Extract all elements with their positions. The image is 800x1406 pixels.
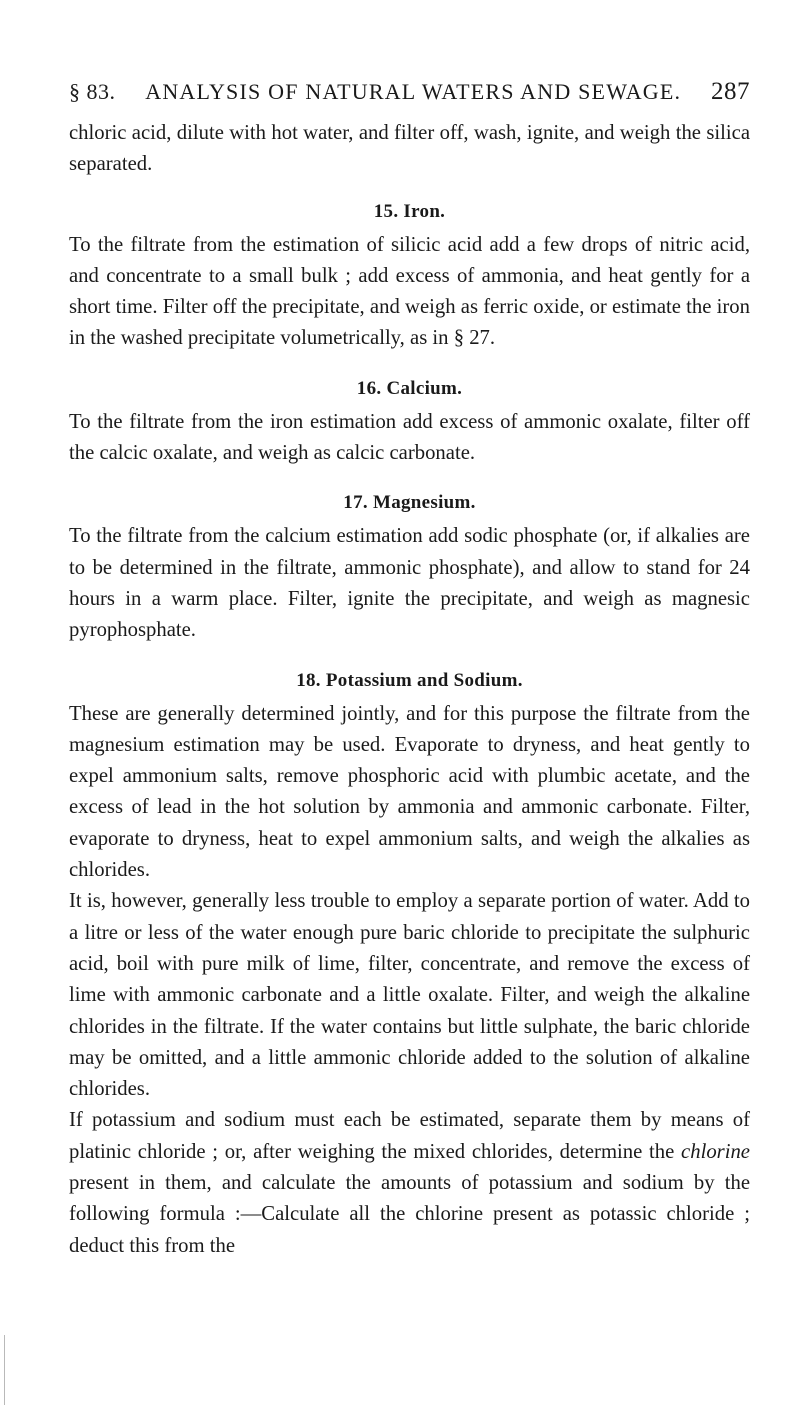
paragraph-potassium-sodium-3: [69, 1105, 750, 1261]
section-number: § 83.: [69, 79, 116, 104]
paragraph-3-end: present in them, and calculate the amounts of potassium and sodium by the following formula :—Calculate all the chlorine present as potassic chloride ; deduct this from the: [69, 1172, 750, 1257]
paragraph-calcium: To the filtrate from the iron estimation add excess of ammonic oxalate, filter off the calcic oxalate, and weigh as calcic carbonate.: [69, 410, 750, 465]
heading-magnesium: 17. Magnesium.: [343, 492, 476, 514]
page-number: 287: [710, 78, 750, 105]
paragraph-3-start: If potassium and sodium must each be estimated, separate them by means of platinic chloride ; or, after weighing the mixed chlorides, determine the: [69, 1109, 750, 1163]
paragraph-iron: To the filtrate from the estimation of silicic acid add a few drops of nitric acid, and concentrate to a small bulk ; add excess of ammonia, and heat gently for a short time. Filter off the precipitate, and weigh as ferric oxide, or estimate the iron in the washed precipitate volumetrically, as in § 27.: [69, 233, 750, 350]
running-title: ANALYSIS OF NATURAL WATERS AND SEWAGE.: [145, 79, 682, 104]
heading-calcium: 16. Calcium.: [356, 377, 463, 399]
running-head: [69, 0, 750, 106]
paragraph-magnesium: To the filtrate from the calcium estimation add sodic phosphate (or, if alkalies are to be determined in the filtrate, ammonic phosphate), and allow to stand for 24 hours in a warm place. Filter, ignite the precipitate, and weigh as magnesic pyrophosphate.: [69, 525, 750, 642]
heading-potassium-sodium: 18. Potassium and Sodium.: [296, 669, 523, 691]
page-edge-mark: [4, 1335, 5, 1405]
chlorine-emphasis: chlorine: [681, 1140, 750, 1163]
heading-iron: 15. Iron.: [373, 200, 446, 222]
intro-paragraph: chloric acid, dilute with hot water, and filter off, wash, ignite, and weigh the silica separated.: [69, 122, 750, 176]
paragraph-potassium-sodium-1: These are generally determined jointly, and for this purpose the filtrate from the magnesium estimation may be used. Evaporate to dryness, and heat gently to expel ammonium salts, remove phosphoric acid with plumbic acetate, and the excess of lead in the hot solution by ammonia and ammonic carbonate. Filter, evaporate to dryness, heat to expel ammonium salts, and weigh the alkalies as chlorides.: [69, 702, 750, 882]
paragraph-potassium-sodium-2: It is, however, generally less trouble to employ a separate portion of water. Add to a litre or less of the water enough pure baric chloride to precipitate the sulphuric acid, boil with pure milk of lime, filter, concentrate, and remove the excess of lime with ammonic carbonate and a little oxalate. Filter, and weigh the alkaline chlorides in the filtrate. If the water contains but little sulphate, the baric chloride may be omitted, and a little ammonic chloride added to the solution of alkaline chlorides.: [69, 890, 750, 1101]
page-body: [69, 118, 750, 1262]
